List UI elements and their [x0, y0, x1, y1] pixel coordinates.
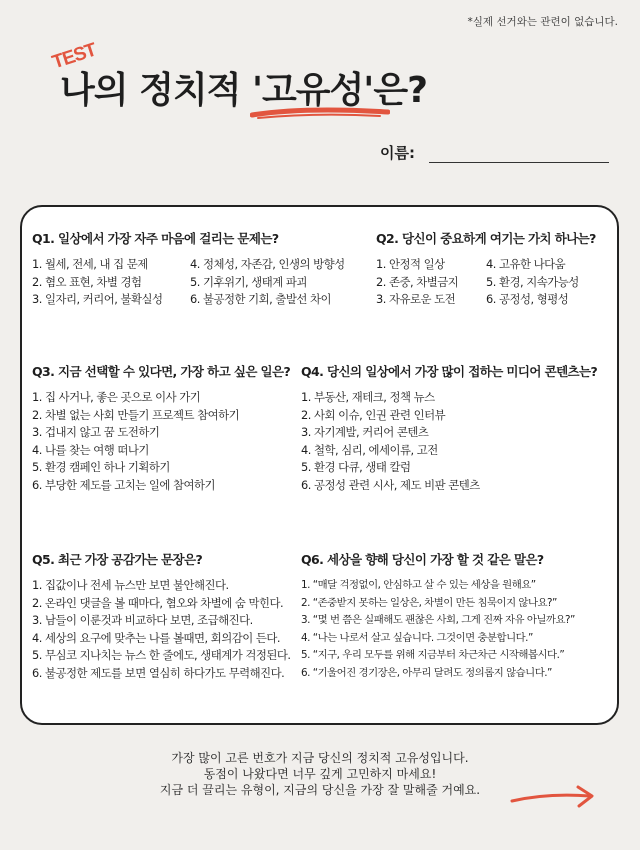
question-3	[32, 362, 290, 495]
question-card	[20, 205, 619, 725]
question-3-option-4: 4. 나를 찾는 여행 떠나기	[32, 442, 149, 457]
disclaimer: *실제 선거와는 관련이 없습니다.	[467, 16, 618, 28]
name-row	[380, 142, 609, 163]
question-4	[301, 362, 597, 495]
question-2-option-5: 5. 환경, 지속가능성	[486, 274, 579, 289]
question-5	[32, 550, 291, 683]
question-4-option-3: 3. 자기계발, 커리어 콘텐츠	[301, 425, 429, 440]
question-6-option-1: 1. “매달 걱정없이, 안심하고 살 수 있는 세상을 원해요”	[301, 579, 536, 591]
question-3-option-1: 1. 집 사거나, 좋은 곳으로 이사 가기	[32, 390, 201, 404]
question-6-option-6: 6. “기울어진 경기장은, 아무리 달려도 정의롭지 않습니다.”	[301, 666, 552, 679]
question-4-option-1: 1. 부동산, 재테크, 정책 뉴스	[301, 390, 435, 404]
question-5-option-4: 4. 세상의 요구에 맞추는 나를 볼때면, 회의감이 든다.	[32, 630, 281, 645]
question-2-option-3: 3. 자유로운 도전	[376, 292, 456, 307]
brush-underline-icon	[250, 106, 390, 120]
question-5-option-6: 6. 불공정한 제도를 보면 열심히 하다가도 무력해진다.	[32, 665, 285, 680]
footer-line-3: 지금 더 끌리는 유형이, 지금의 당신을 가장 잘 말해줄 거예요.	[159, 783, 481, 797]
question-5-option-1: 1. 집값이나 전세 뉴스만 보면 불안해진다.	[32, 578, 229, 592]
question-2	[376, 229, 596, 309]
question-1-option-4: 4. 정체성, 자존감, 인생의 방향성	[190, 257, 345, 271]
footer-line-1: 가장 많이 고른 번호가 지금 당신의 정치적 고유성입니다.	[171, 751, 469, 765]
question-2-option-2: 2. 존중, 차별금지	[376, 274, 459, 289]
question-3-option-6: 6. 부당한 제도를 고치는 일에 참여하기	[32, 477, 216, 492]
test-tag: TEST	[49, 39, 99, 74]
question-6-option-5: 5. “지구, 우리 모두를 위해 지금부터 차근차근 시작해봅시다.”	[301, 649, 565, 662]
question-3-option-5: 5. 환경 캠페인 하나 기획하기	[32, 460, 170, 475]
question-4-option-6: 6. 공정성 관련 시사, 제도 비판 콘텐츠	[301, 477, 480, 492]
question-6-option-2: 2. “존중받지 못하는 일상은, 차별이 만든 침묵이지 않나요?”	[301, 596, 557, 609]
footer-line-2: 동점이 나왔다면 너무 깊게 고민하지 마세요!	[203, 767, 437, 781]
question-5-option-3: 3. 남들이 이룬것과 비교하다 보면, 조급해진다.	[32, 613, 253, 628]
name-label: 이름:	[380, 144, 415, 162]
question-1-option-3: 3. 일자리, 커리어, 불확실성	[32, 292, 163, 307]
question-1-option-6: 6. 불공정한 기회, 출발선 차이	[190, 292, 332, 307]
question-3-option-3: 3. 겁내지 않고 꿈 도전하기	[32, 425, 160, 440]
question-4-option-4: 4. 철학, 심리, 에세이류, 고전	[301, 442, 438, 457]
question-2-option-4: 4. 고유한 나다움	[486, 257, 566, 271]
question-3-option-2: 2. 차별 없는 사회 만들기 프로젝트 참여하기	[32, 407, 240, 422]
question-3-title: Q3. 지금 선택할 수 있다면, 가장 하고 싶은 일은?	[32, 364, 291, 379]
question-5-title: Q5. 최근 가장 공감가는 문장은?	[32, 552, 203, 567]
question-1-option-5: 5. 기후위기, 생태계 파괴	[190, 274, 307, 289]
question-2-title: Q2. 당신이 중요하게 여기는 가치 하나는?	[376, 231, 596, 246]
question-2-option-6: 6. 공정성, 형평성	[486, 292, 569, 307]
question-6-option-4: 4. “나는 나로서 살고 싶습니다. 그것이면 충분합니다.”	[301, 631, 533, 644]
question-2-option-1: 1. 안정적 일상	[376, 257, 445, 271]
name-input-line[interactable]	[429, 144, 609, 163]
question-4-title: Q4. 당신의 일상에서 가장 많이 접하는 미디어 콘텐츠는?	[301, 364, 598, 379]
question-5-option-5: 5. 무심코 지나치는 뉴스 한 줄에도, 생태계가 걱정된다.	[32, 648, 291, 663]
question-1-option-1: 1. 월세, 전세, 내 집 문제	[32, 257, 148, 271]
question-6	[301, 550, 575, 683]
question-5-option-2: 2. 온라인 댓글을 볼 때마다, 혐오와 차별에 숨 막힌다.	[32, 595, 284, 610]
question-6-option-3: 3. “몇 번 쯤은 실패해도 괜찮은 사회, 그게 진짜 자유 아닐까요?”	[301, 614, 575, 627]
question-1	[32, 229, 345, 309]
question-1-title: Q1. 일상에서 가장 자주 마음에 걸리는 문제는?	[32, 231, 279, 246]
question-1-option-2: 2. 혐오 표현, 차별 경험	[32, 274, 142, 289]
question-6-title: Q6. 세상을 향해 당신이 가장 할 것 같은 말은?	[301, 552, 544, 567]
question-4-option-2: 2. 사회 이슈, 인권 관련 인터뷰	[301, 407, 446, 422]
arrow-right-icon	[508, 782, 598, 812]
page-title: 나의 정치적 '고유성'은?	[60, 70, 427, 111]
question-4-option-5: 5. 환경 다큐, 생태 칼럼	[301, 460, 411, 475]
